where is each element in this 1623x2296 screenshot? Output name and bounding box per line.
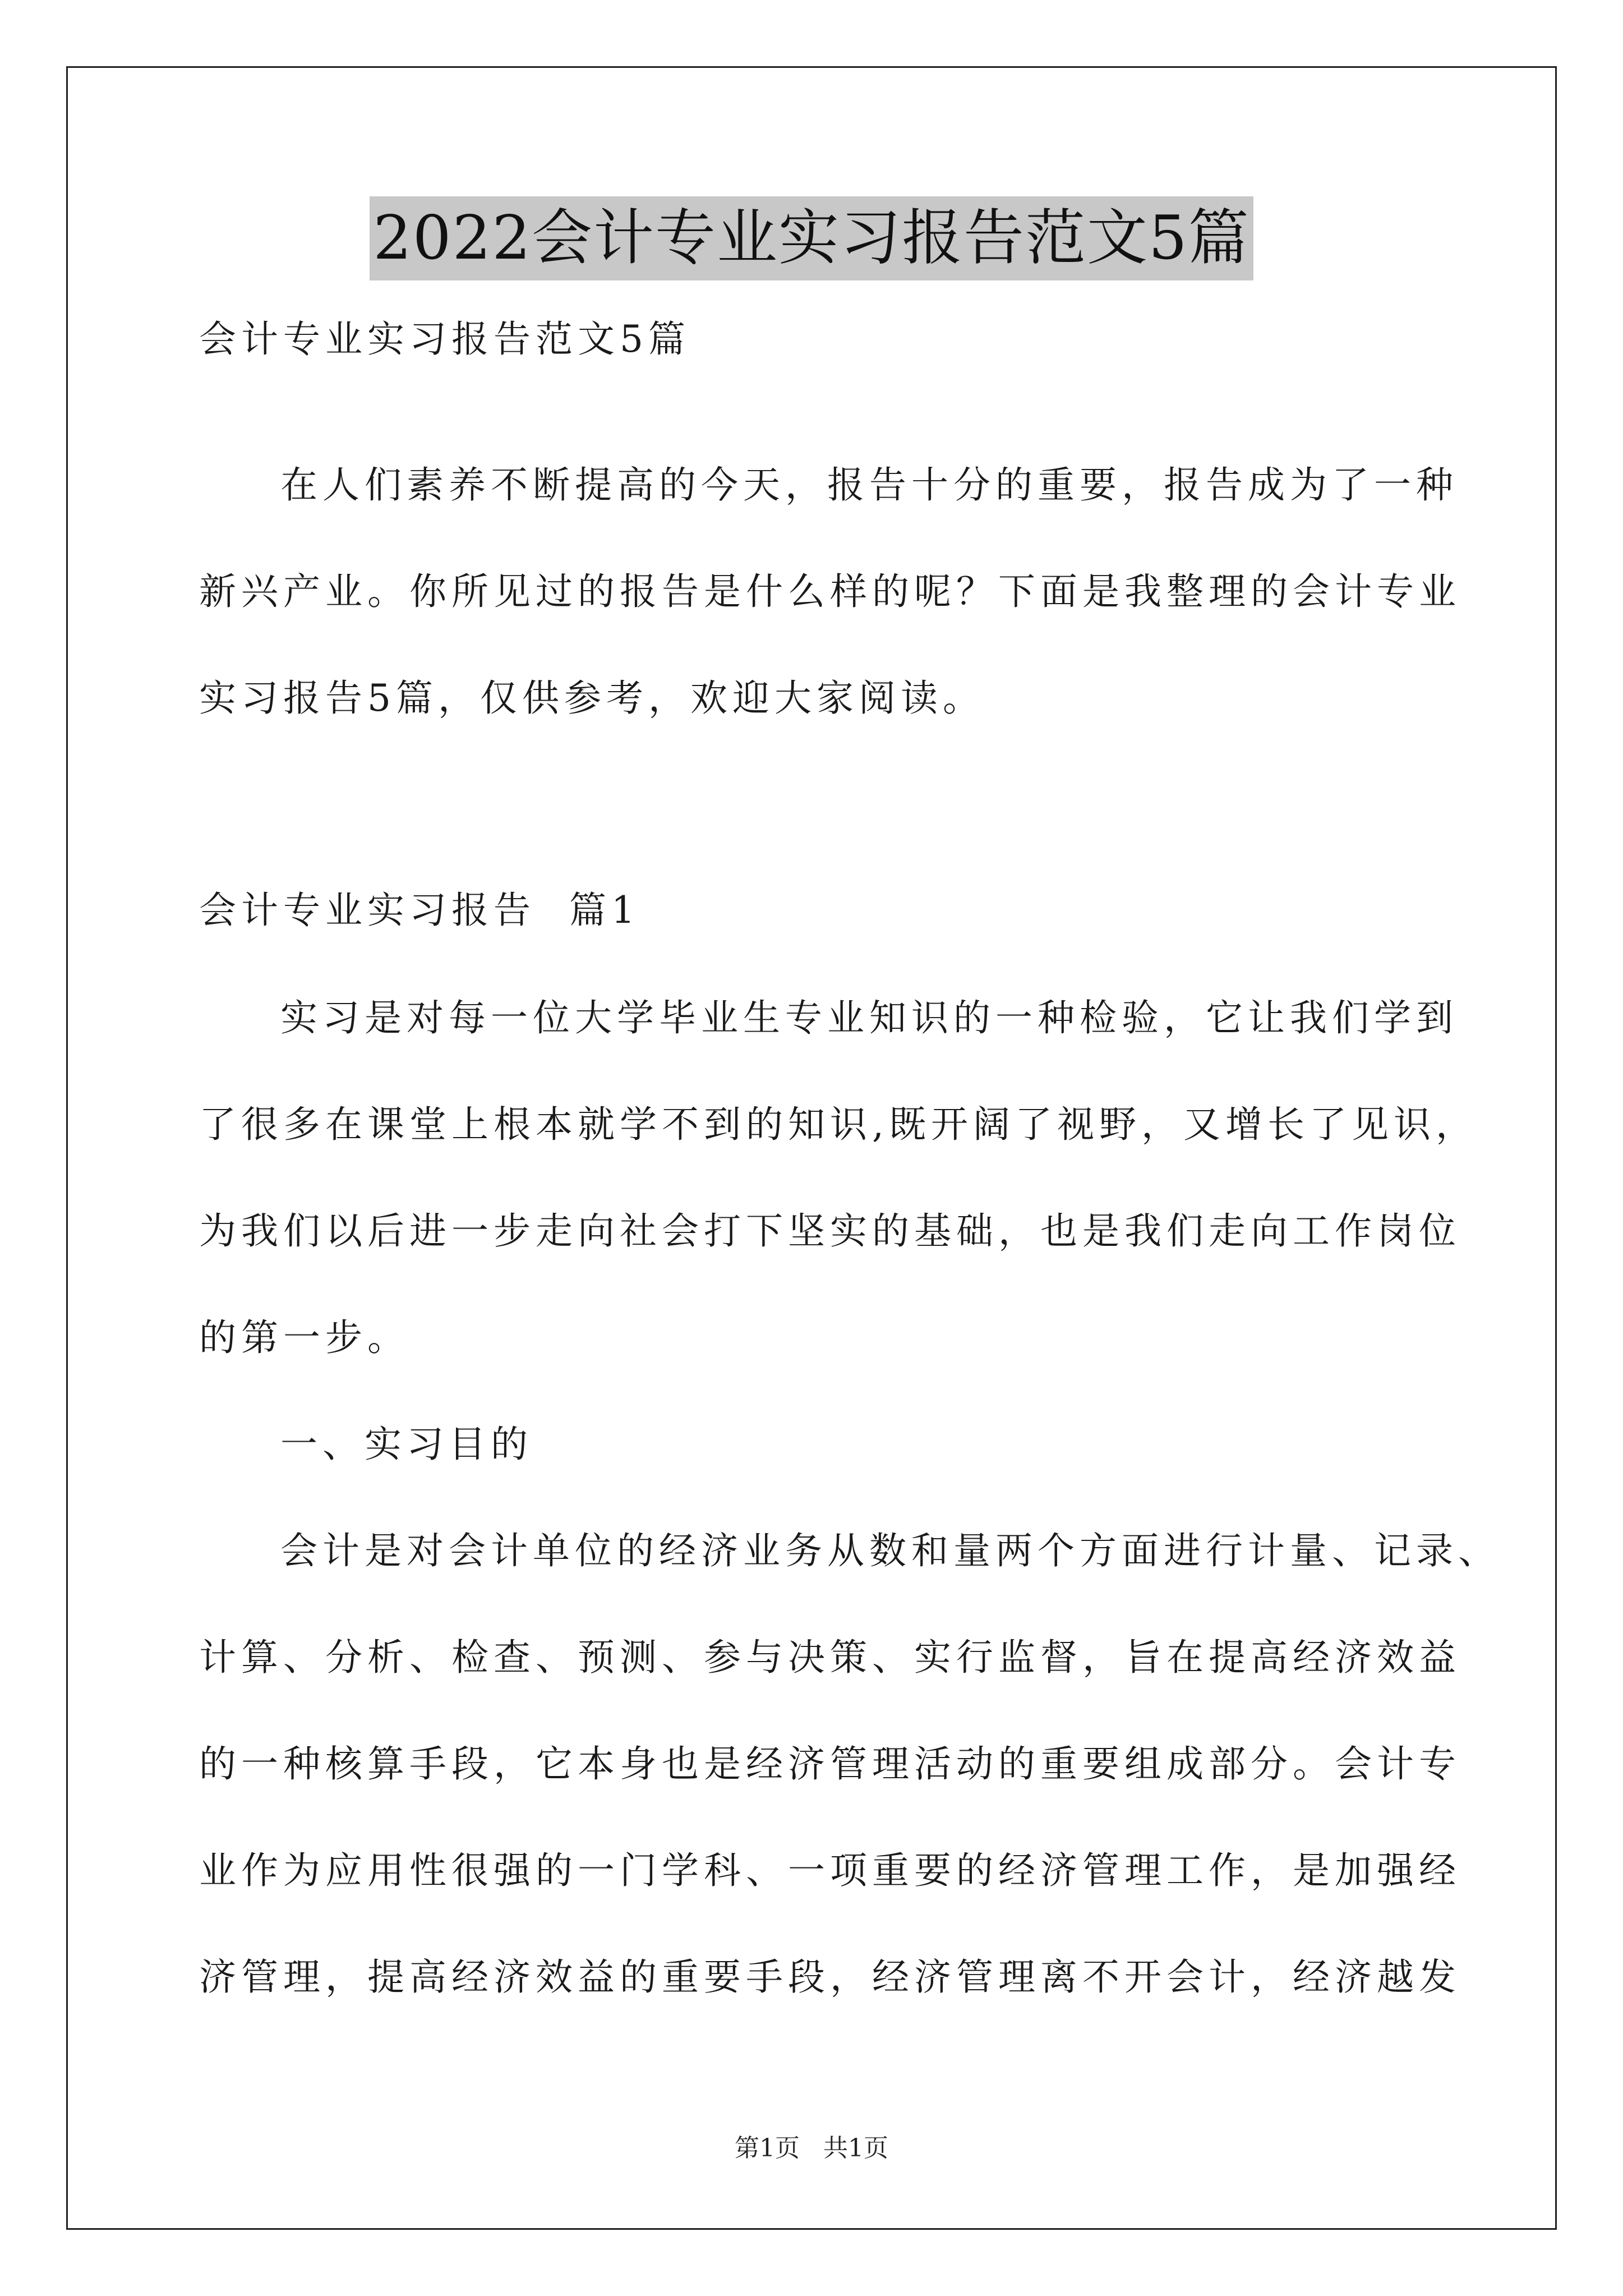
para2-line-4: 业作为应用性很强的一门学科、一项重要的经济管理工作，是加强经 <box>199 1849 1461 1892</box>
page-border <box>66 66 1557 2230</box>
para2-line-5: 济管理，提高经济效益的重要手段，经济管理离不开会计，经济越发 <box>199 1955 1461 1999</box>
section-heading: 会计专业实习报告 篇1 <box>199 889 640 932</box>
para1-line-4: 的第一步。 <box>199 1316 409 1359</box>
page-footer: 第1页 共1页 <box>735 2134 888 2162</box>
subheading-objective: 一、实习目的 <box>280 1423 533 1466</box>
title-area <box>0 196 1623 280</box>
para2-line-3: 的一种核算手段，它本身也是经济管理活动的重要组成部分。会计专 <box>199 1742 1461 1786</box>
intro-line-1: 在人们素养不断提高的今天，报告十分的重要，报告成为了一种 <box>280 463 1458 507</box>
para1-line-1: 实习是对每一位大学毕业生专业知识的一种检验，它让我们学到 <box>280 996 1458 1039</box>
intro-line-2: 新兴产业。你所见过的报告是什么样的呢？下面是我整理的会计专业 <box>199 570 1461 613</box>
intro-line-3: 实习报告5篇，仅供参考，欢迎大家阅读。 <box>199 677 985 720</box>
para1-line-3: 为我们以后进一步走向社会打下坚实的基础，也是我们走向工作岗位 <box>199 1209 1461 1253</box>
para2-line-1: 会计是对会计单位的经济业务从数和量两个方面进行计量、记录、 <box>280 1529 1500 1572</box>
document-title: 2022会计专业实习报告范文5篇 <box>370 196 1253 280</box>
para1-line-2: 了很多在课堂上根本就学不到的知识,既开阔了视野，又增长了见识， <box>199 1103 1478 1146</box>
document-subtitle: 会计专业实习报告范文5篇 <box>199 318 690 361</box>
para2-line-2: 计算、分析、检查、预测、参与决策、实行监督，旨在提高经济效益 <box>199 1636 1461 1679</box>
